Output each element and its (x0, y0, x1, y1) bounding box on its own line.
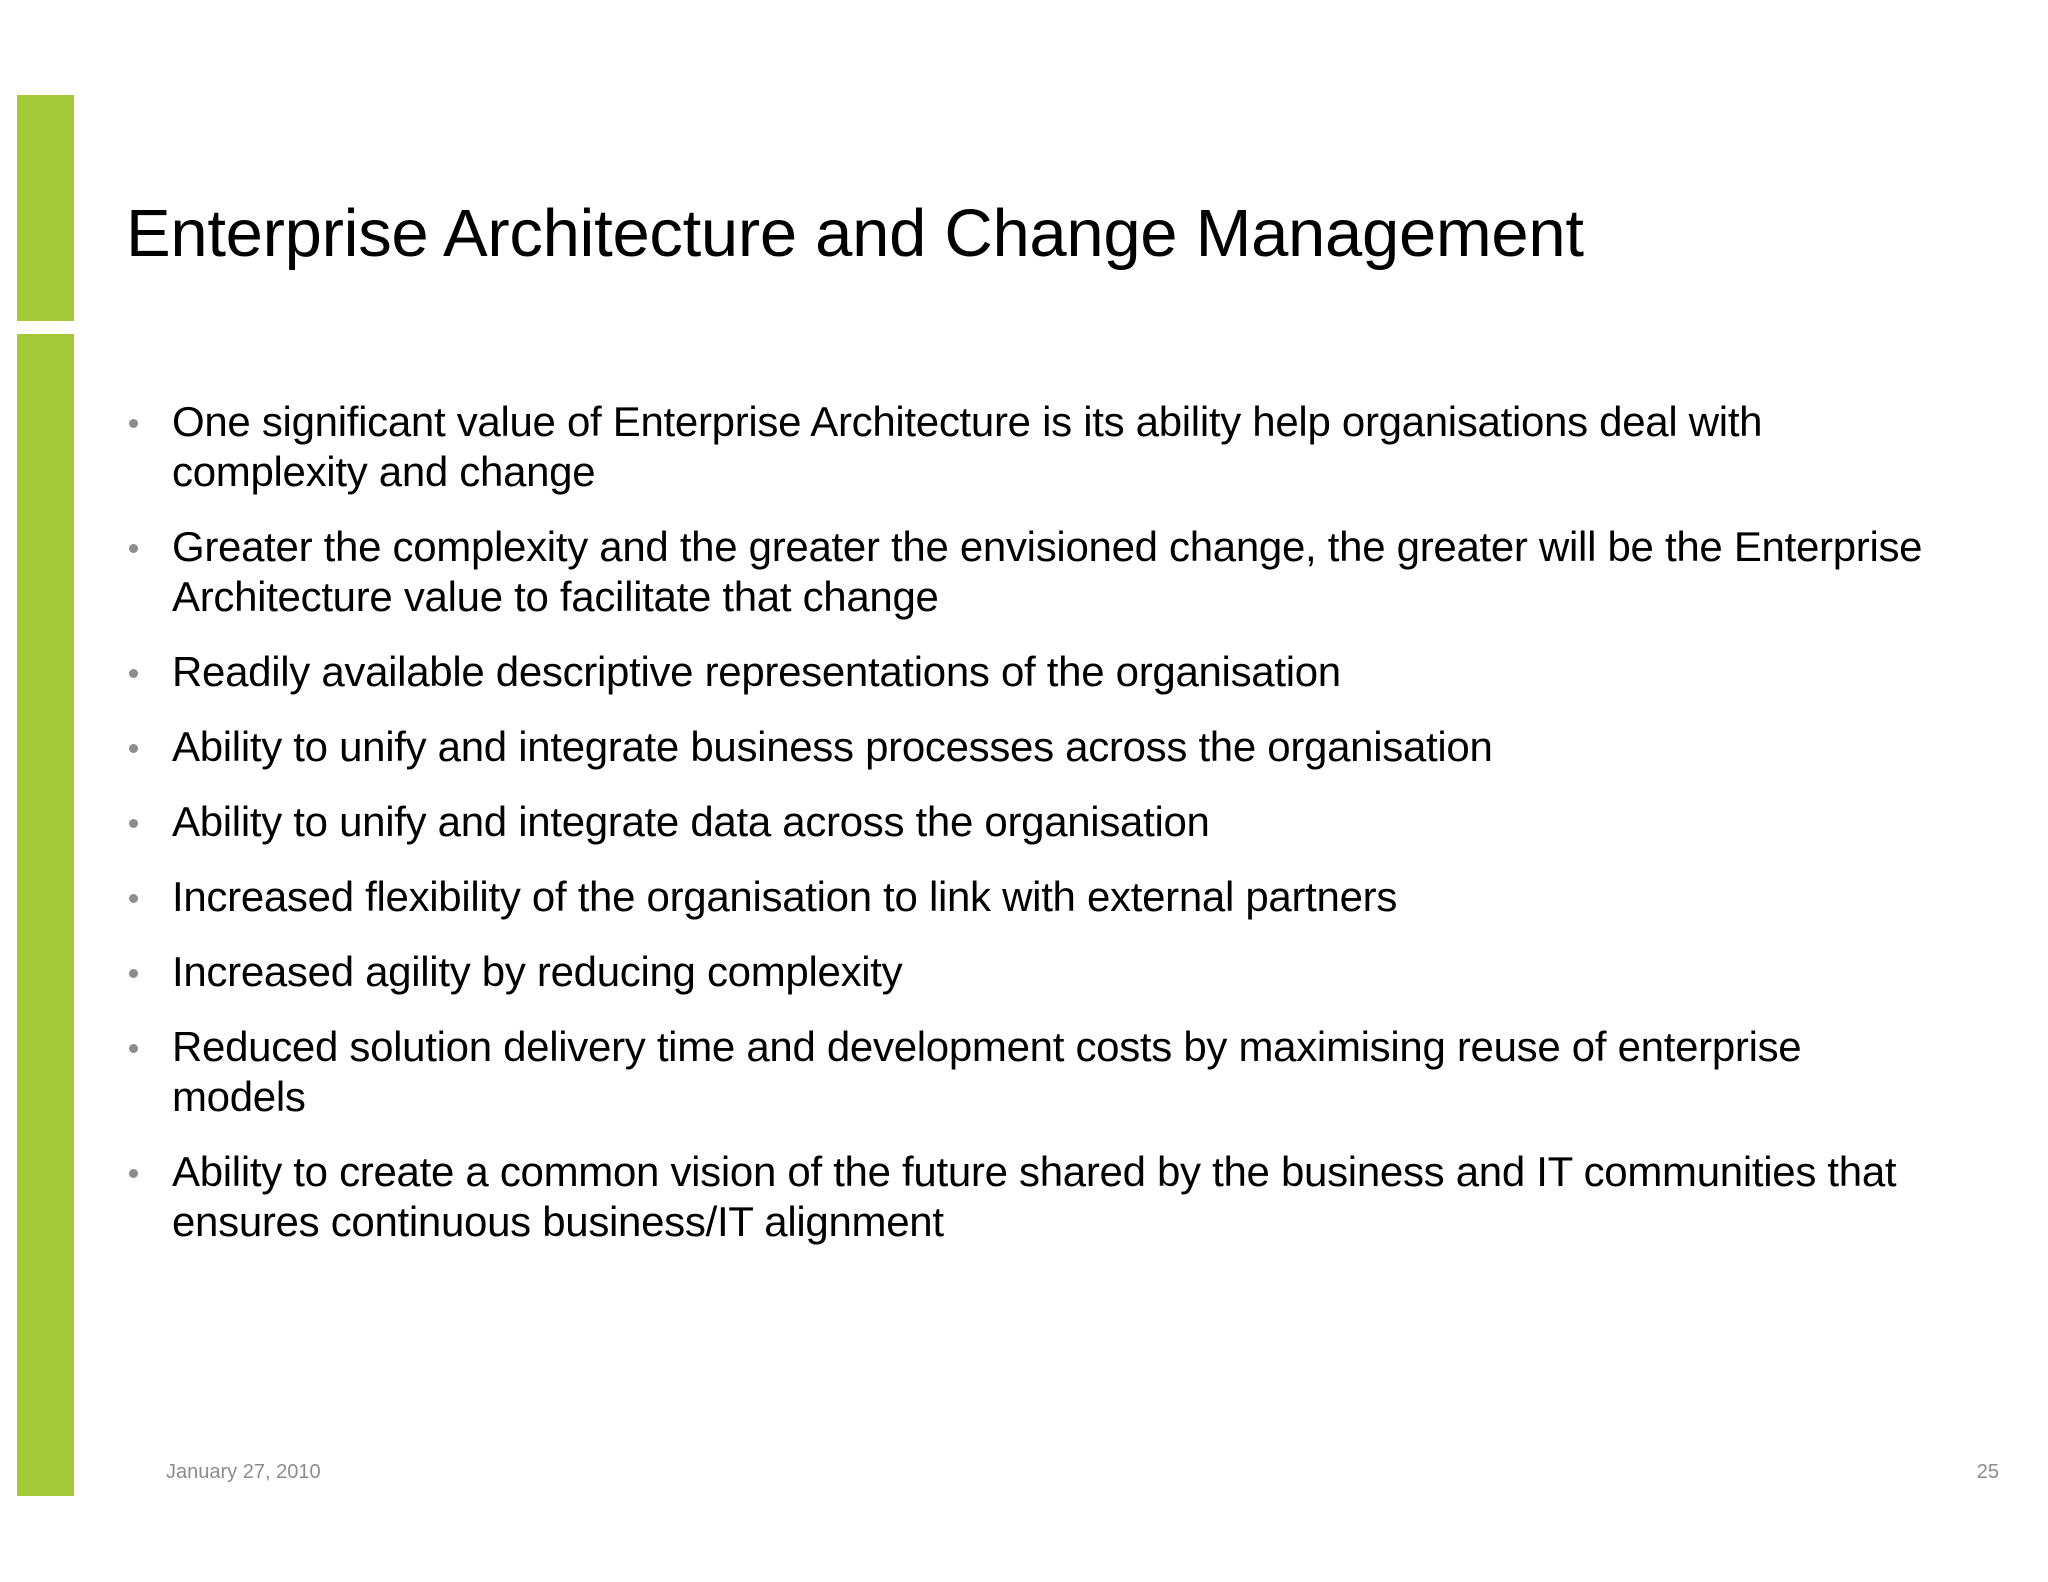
bullet-text: Greater the complexity and the greater the envisioned change, the greater will be the Enterprise Architecture value to facilitate that change (172, 523, 1923, 620)
bullet-item (126, 1022, 1946, 1122)
bullet-text: Increased flexibility of the organisation to link with external partners (172, 873, 1398, 920)
bullet-item (126, 872, 1946, 922)
accent-bar-top (17, 95, 74, 321)
bullet-list (126, 397, 1946, 1272)
bullet-dot-icon (129, 419, 138, 428)
bullet-text: Ability to unify and integrate business processes across the organisation (172, 723, 1493, 770)
bullet-dot-icon (129, 1169, 138, 1178)
bullet-item (126, 397, 1946, 497)
bullet-dot-icon (129, 894, 138, 903)
bullet-text: Readily available descriptive representations of the organisation (172, 648, 1341, 695)
bullet-dot-icon (129, 969, 138, 978)
bullet-text: Reduced solution delivery time and development costs by maximising reuse of enterprise models (172, 1023, 1802, 1120)
bullet-item (126, 522, 1946, 622)
footer-date: January 27, 2010 (166, 1461, 321, 1483)
bullet-text: Increased agility by reducing complexity (172, 948, 903, 995)
accent-bar-bottom (17, 334, 74, 1496)
bullet-text: Ability to create a common vision of the future shared by the business and IT communities that ensures continuous business/IT alignment (172, 1148, 1897, 1245)
bullet-item (126, 722, 1946, 772)
bullet-dot-icon (129, 1044, 138, 1053)
bullet-text: One significant value of Enterprise Architecture is its ability help organisations deal with complexity and change (172, 398, 1763, 495)
bullet-dot-icon (129, 669, 138, 678)
bullet-item (126, 1147, 1946, 1247)
slide-title: Enterprise Architecture and Change Management (126, 196, 1584, 271)
bullet-item (126, 647, 1946, 697)
bullet-item (126, 947, 1946, 997)
bullet-dot-icon (129, 744, 138, 753)
page-number: 25 (1976, 1461, 1999, 1483)
bullet-item (126, 797, 1946, 847)
bullet-dot-icon (129, 544, 138, 553)
bullet-text: Ability to unify and integrate data across the organisation (172, 798, 1210, 845)
bullet-dot-icon (129, 819, 138, 828)
